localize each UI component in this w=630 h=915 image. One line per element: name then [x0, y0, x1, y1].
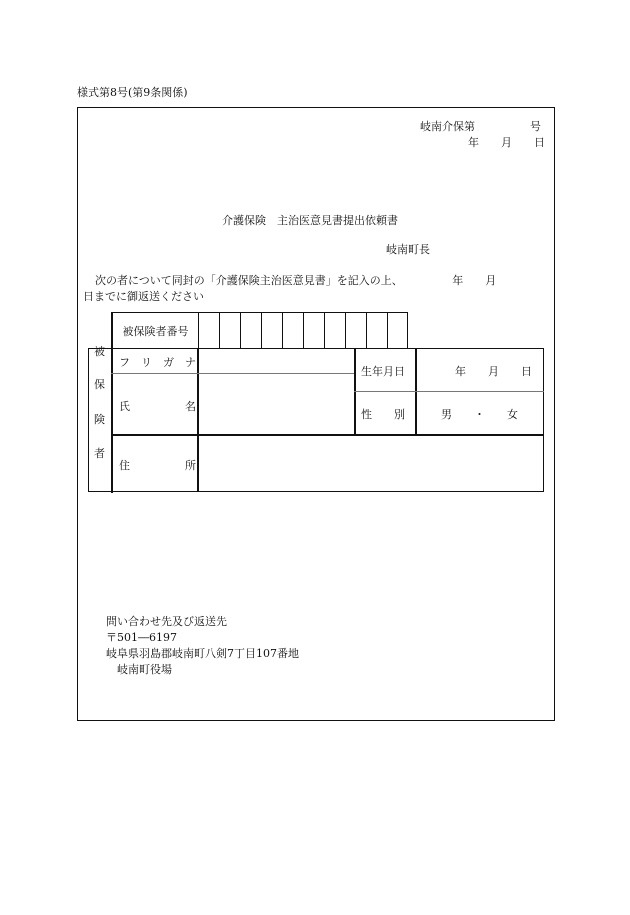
insured-number-digit-cell[interactable] [219, 313, 220, 348]
side-char: 者 [94, 447, 105, 460]
insured-number-digit-cell[interactable] [240, 313, 241, 348]
insured-number-digit-cell[interactable] [324, 313, 325, 348]
sex-label: 性 別 [361, 408, 405, 421]
birthdate-label: 生年月日 [361, 365, 405, 378]
side-char: 被 [94, 345, 105, 358]
issuer-name: 岐南町長 [386, 243, 430, 256]
right-column-divider [415, 349, 417, 435]
request-text-line-2: 日までに御返送ください [83, 290, 204, 303]
side-column-divider [111, 312, 113, 493]
insured-info-table [88, 345, 544, 492]
insured-number-digit-cell[interactable] [345, 313, 346, 348]
name-field[interactable] [199, 375, 353, 433]
side-char: 保 [94, 378, 105, 391]
contact-address: 岐阜県羽島郡岐南町八剣7丁目107番地 [106, 647, 299, 660]
insured-number-digit-cell[interactable] [387, 313, 388, 348]
middle-column-divider [354, 349, 356, 435]
insured-number-digit-cell[interactable] [303, 313, 304, 348]
insured-number-row [112, 312, 408, 349]
address-label: 住 所 [119, 459, 196, 472]
document-title: 介護保険 主治医意見書提出依頼書 [222, 214, 398, 227]
furigana-label: フ リ ガ ナ [119, 356, 196, 369]
birthdate-value[interactable]: 年 月 日 [455, 365, 532, 378]
furigana-field[interactable] [199, 350, 353, 372]
sex-value[interactable]: 男 ・ 女 [441, 408, 518, 421]
name-label: 氏 名 [119, 400, 196, 413]
reference-date: 年 月 日 [468, 136, 545, 149]
form-number-label: 様式第8号(第9条関係) [77, 86, 188, 99]
insured-number-digit-cell[interactable] [261, 313, 262, 348]
birth-sex-divider [354, 391, 544, 392]
furigana-divider [111, 373, 354, 374]
contact-postal-code: 〒501―6197 [106, 631, 177, 644]
insured-number-label: 被保険者番号 [113, 313, 199, 348]
insured-number-digit-cell[interactable] [366, 313, 367, 348]
insured-number-digit-cell[interactable] [282, 313, 283, 348]
address-field[interactable] [199, 437, 543, 491]
request-text-line-1: 次の者について同封の「介護保険主治医意見書」を記入の上、 年 月 [95, 274, 497, 287]
reference-number: 岐南介保第 号 [420, 120, 541, 133]
side-char: 険 [94, 413, 105, 426]
contact-block [106, 614, 299, 678]
contact-office: 岐南町役場 [117, 663, 172, 676]
contact-heading: 問い合わせ先及び返送先 [106, 615, 227, 628]
address-divider [111, 434, 544, 436]
